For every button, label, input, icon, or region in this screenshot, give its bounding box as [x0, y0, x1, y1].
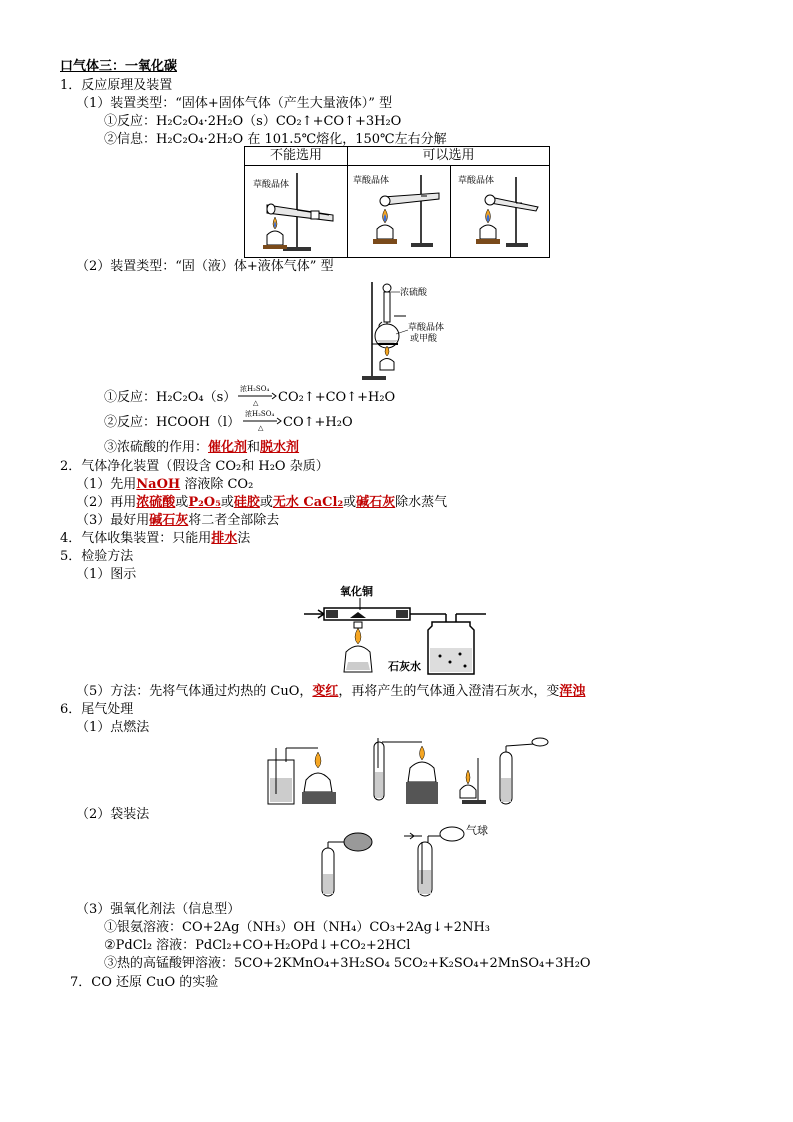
- reaction-3-left: ②反应：HCOOH（l）: [104, 415, 241, 430]
- reaction-2: [104, 389, 236, 406]
- purify-3-text: （3）最好用: [76, 513, 150, 528]
- heading-4-text: 4．气体收集装置：只能用: [60, 531, 212, 546]
- table-header-can: 可以选用: [348, 147, 550, 166]
- reaction-1: ①反应：H₂C₂O₄·2H₂O（s）CO₂↑+CO↑+3H₂O: [104, 114, 402, 129]
- reaction-3-right: CO↑+H₂O: [283, 415, 353, 430]
- answer-turns-red: 变红: [312, 684, 339, 699]
- label-balloon: 气球: [466, 824, 488, 837]
- heading-1-1: （1）装置类型：“固体+固体气体（产生大量液体）” 型: [76, 96, 393, 111]
- purify-3: [76, 512, 279, 529]
- condition-bottom-2: △: [258, 424, 264, 432]
- condition-top-2: 浓H₂SO₄: [245, 410, 275, 418]
- label-oxalic-1: 草酸晶体: [253, 180, 290, 190]
- reaction-2-right: CO₂↑+CO↑+H₂O: [278, 390, 396, 405]
- or-2: 或: [220, 495, 234, 510]
- condition-top-1: 浓H₂SO₄: [240, 385, 270, 393]
- answer-soda-lime-2: 碱石灰: [149, 513, 189, 528]
- heading-5-1: （1）图示: [76, 567, 137, 582]
- cuo-limewater-apparatus: [300, 582, 500, 682]
- purify-3-tail: 将二者全部除去: [188, 513, 280, 528]
- bag-method-apparatus: [318, 824, 508, 900]
- answer-conc-h2so4: 浓硫酸: [136, 495, 176, 510]
- info-1: ②信息：H₂C₂O₄·2H₂O 在 101.5℃熔化，150℃左右分解: [104, 132, 447, 147]
- purify-1: [76, 476, 253, 493]
- method-5: [76, 683, 585, 700]
- section-title: [60, 58, 177, 75]
- answer-cacl2: 无水 CaCl₂: [272, 495, 344, 510]
- table-header-cannot: 不能选用: [245, 147, 348, 166]
- heading-6: 6．尾气处理: [60, 702, 134, 717]
- answer-dehydrant: 脱水剂: [260, 440, 300, 455]
- h2so4-role-text: ③浓硫酸的作用：: [104, 440, 209, 455]
- or-4: 或: [343, 495, 357, 510]
- answer-water-displacement: 排水: [211, 531, 238, 546]
- label-conc-h2so4: 浓硫酸: [400, 288, 428, 298]
- answer-turbid: 浑浊: [559, 684, 586, 699]
- answer-soda-lime-1: 碱石灰: [356, 495, 396, 510]
- heading-2: 2．气体净化装置（假设含 CO₂和 H₂O 杂质）: [60, 459, 329, 474]
- purify-2-tail: 除水蒸气: [395, 495, 448, 510]
- heading-7: 7．CO 还原 CuO 的实验: [70, 975, 219, 990]
- section-title-text: 口气体三：一氧化碳: [60, 59, 178, 74]
- purify-1-text: （1）先用: [76, 477, 137, 492]
- answer-p2o5: P₂O₅: [188, 495, 221, 510]
- heading-6-3: （3）强氧化剂法（信息型）: [76, 902, 241, 917]
- oxidant-2: ②PdCl₂ 溶液：PdCl₂+CO+H₂OPd↓+CO₂+2HCl: [104, 938, 411, 953]
- label-oxalic-fig2: 草酸晶体: [408, 323, 445, 333]
- h2so4-role: [104, 439, 299, 456]
- oxidant-1: ①银氨溶液：CO+2Ag（NH₃）OH（NH₄）CO₃+2Ag↓+2NH₃: [104, 920, 490, 935]
- purify-2-text: （2）再用: [76, 495, 137, 510]
- answer-catalyst: 催化剂: [208, 440, 248, 455]
- reaction-2-left: ①反应：H₂C₂O₄（s）: [104, 390, 237, 405]
- heading-6-1: （1）点燃法: [76, 720, 150, 735]
- label-copper-oxide: 氧化铜: [340, 585, 373, 598]
- label-formic-acid: 或甲酸: [410, 334, 438, 344]
- apparatus-drawing-1: [245, 165, 345, 257]
- label-limewater: 石灰水: [388, 660, 421, 673]
- and-text: 和: [247, 440, 261, 455]
- heading-1-2: （2）装置类型：“固（液）体+液体气体” 型: [76, 259, 334, 274]
- label-oxalic-3: 草酸晶体: [458, 176, 495, 186]
- label-oxalic-2: 草酸晶体: [353, 176, 390, 186]
- heading-5: 5．检验方法: [60, 549, 134, 564]
- heading-4: [60, 530, 250, 547]
- method-5-mid: ，再将产生的气体通入澄清石灰水，变: [338, 684, 560, 699]
- heading-6-2: （2）袋装法: [76, 807, 150, 822]
- flask-apparatus: [358, 278, 468, 384]
- answer-silica-gel: 硅胶: [233, 495, 260, 510]
- apparatus-drawing-3: [450, 165, 550, 257]
- or-1: 或: [175, 495, 189, 510]
- condition-bottom-1: △: [253, 399, 259, 407]
- combustion-apparatus: [262, 738, 552, 808]
- oxidant-3: ③热的高锰酸钾溶液：5CO+2KMnO₄+3H₂SO₄ 5CO₂+K₂SO₄+2MnSO₄+3H₂O: [104, 956, 591, 971]
- purify-1-tail: 溶液除 CO₂: [180, 477, 254, 492]
- purify-2: [76, 494, 447, 511]
- heading-4-tail: 法: [237, 531, 251, 546]
- answer-naoh: NaOH: [136, 477, 181, 492]
- method-5-text: （5）方法：先将气体通过灼热的 CuO，: [76, 684, 313, 699]
- heading-1: 1．反应原理及装置: [60, 78, 173, 93]
- apparatus-drawing-2: [347, 165, 449, 257]
- or-3: 或: [259, 495, 273, 510]
